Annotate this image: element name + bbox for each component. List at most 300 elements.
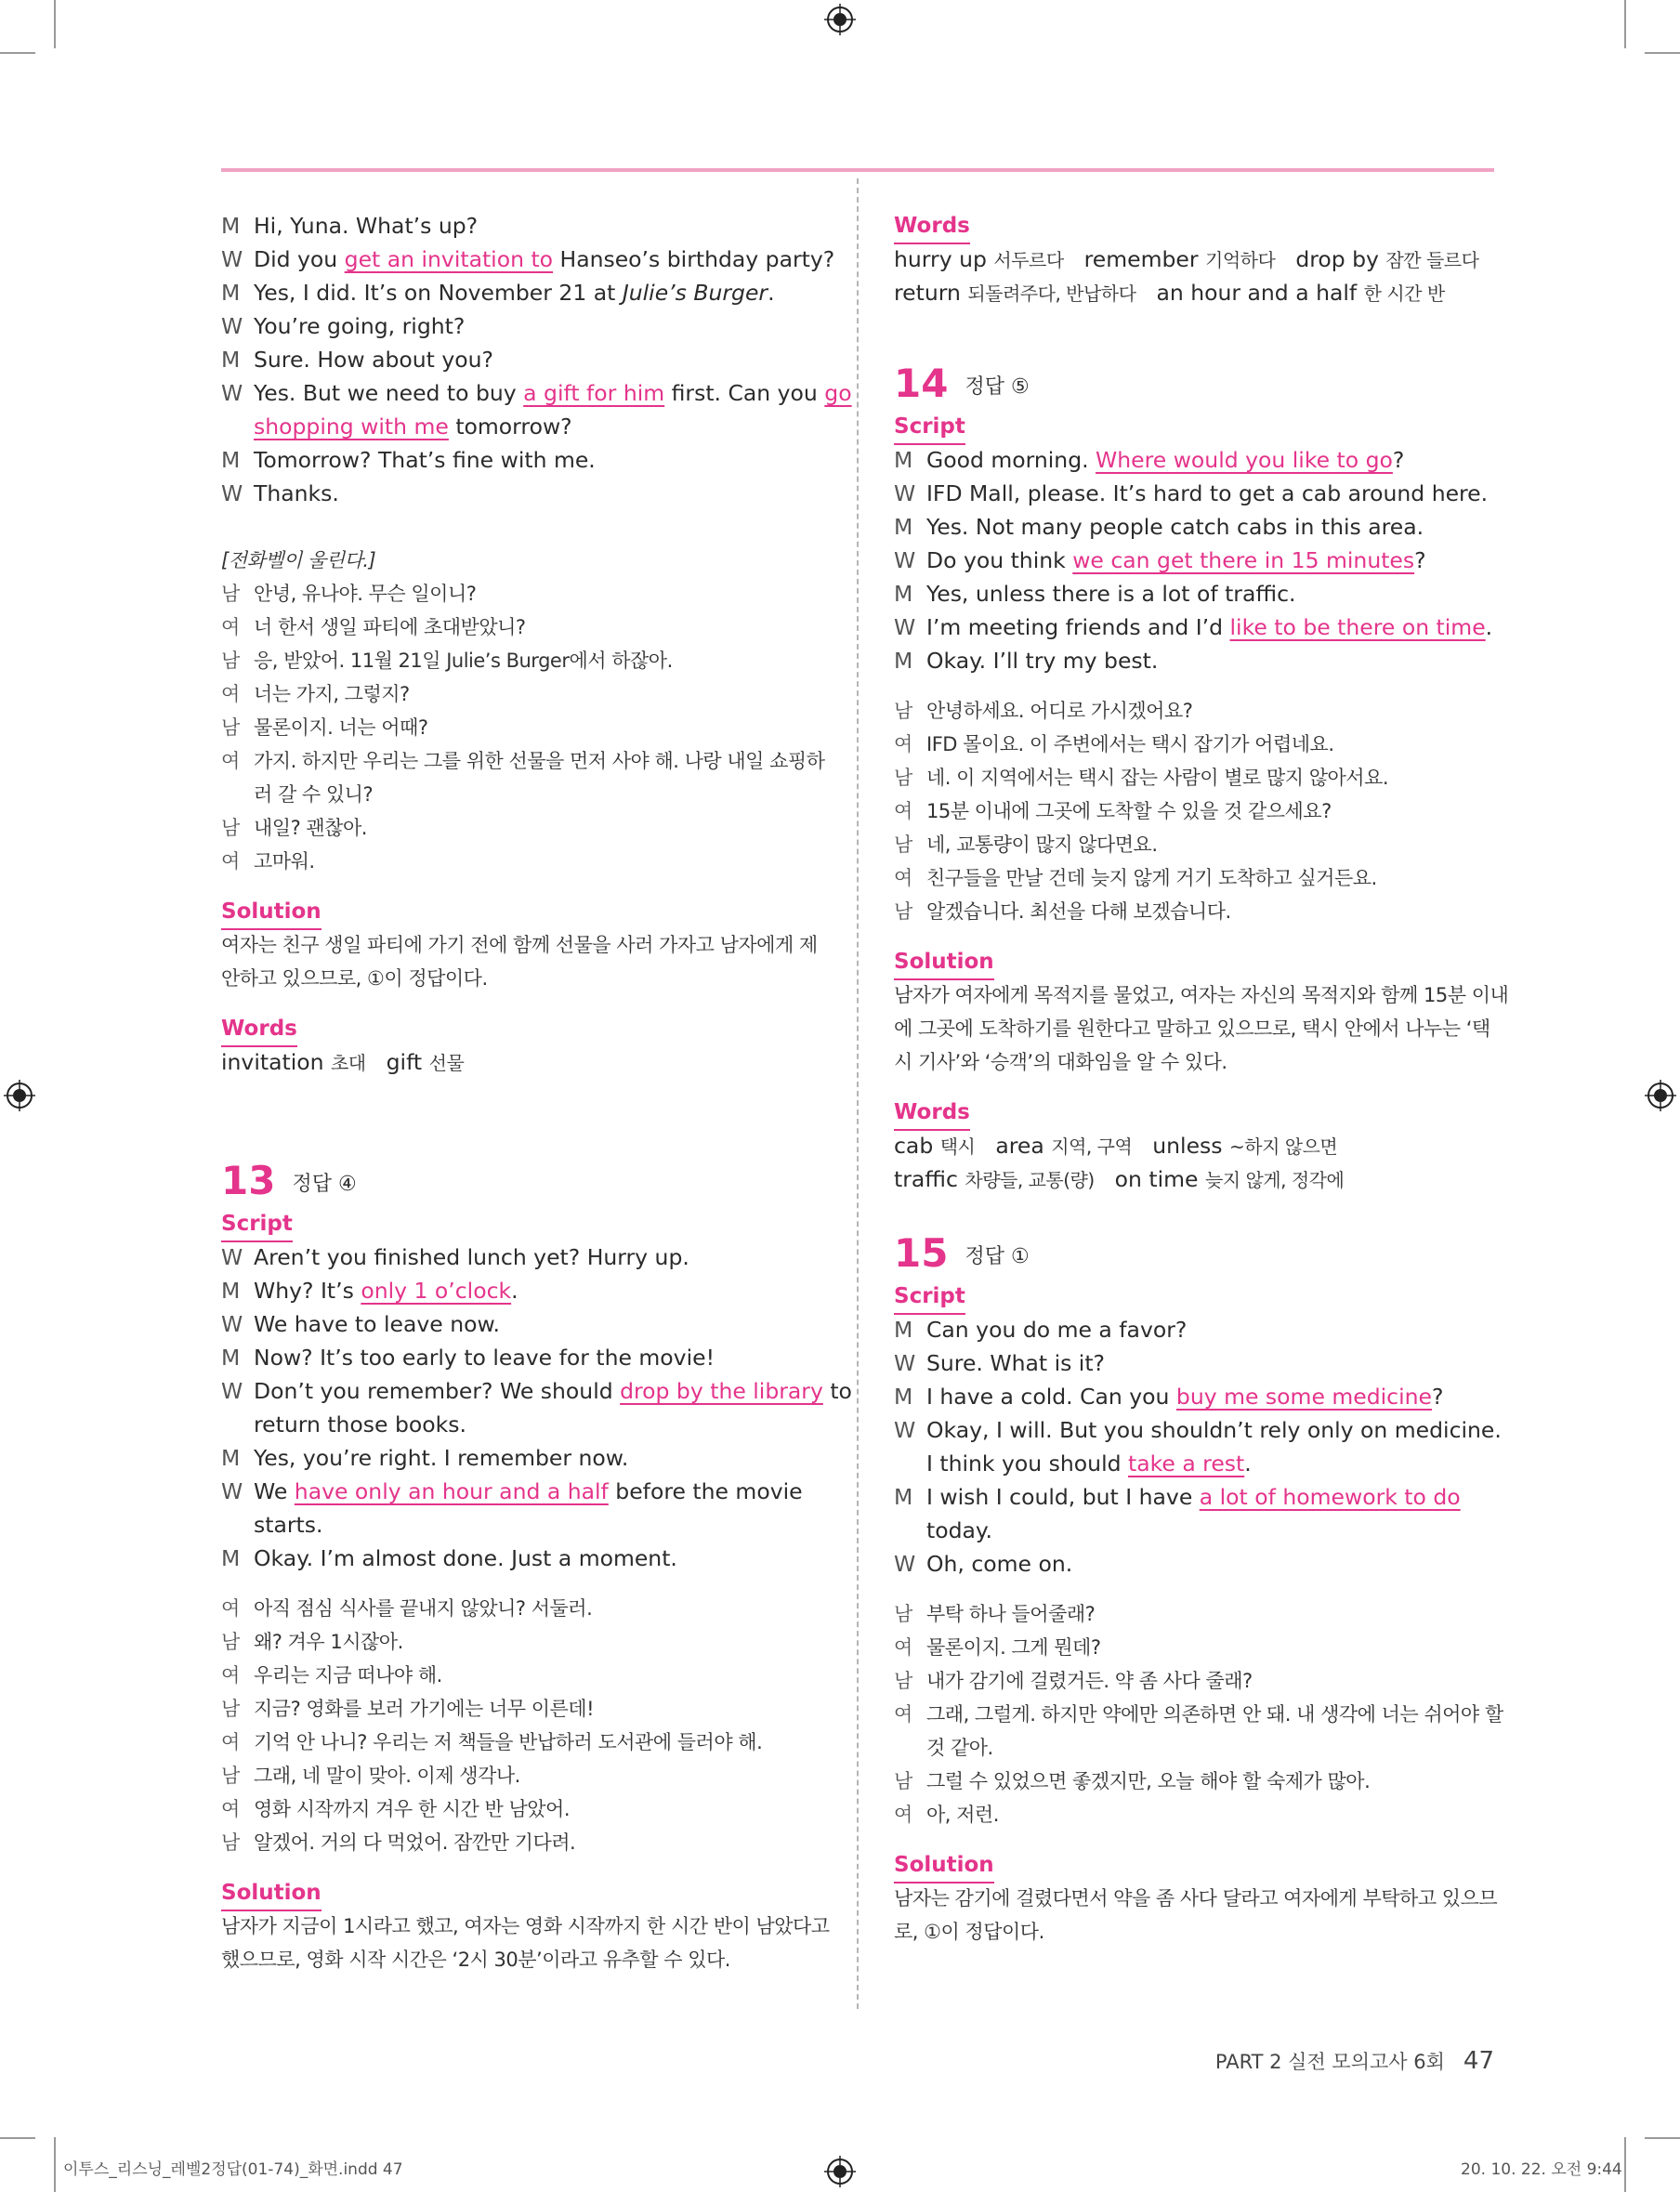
text-segment: Don’t you remember? We should xyxy=(254,1378,621,1404)
line-text: 물론이지. 그게 뭔데? xyxy=(926,1636,1101,1659)
vocab-line xyxy=(221,1045,823,1079)
speaker-label: 남 xyxy=(221,650,240,672)
speaker-label: M xyxy=(221,347,241,373)
text-segment: . xyxy=(1485,614,1493,640)
translation-line xyxy=(221,610,823,644)
line-text: 것 같아. xyxy=(926,1737,993,1759)
text-segment: Hanseo’s birthday party? xyxy=(553,246,835,272)
translation-line xyxy=(221,845,823,878)
translation-line xyxy=(221,1692,823,1726)
script-line xyxy=(221,276,823,309)
vocab-word: invitation xyxy=(221,1049,324,1075)
q14-words xyxy=(894,1129,1496,1196)
text-segment: We xyxy=(254,1478,295,1504)
translation-line xyxy=(894,728,1496,761)
question-14-header xyxy=(894,332,1496,410)
text-segment: Sure. How about you? xyxy=(254,347,494,373)
text-segment: tomorrow? xyxy=(448,413,572,440)
vocab-meaning: 기억하다 xyxy=(1205,249,1276,271)
line-text: 알겠습니다. 최선을 다해 보겠습니다. xyxy=(926,900,1231,923)
crop-mark xyxy=(1624,0,1626,48)
script-line xyxy=(894,1480,1496,1514)
text-segment: I have a cold. Can you xyxy=(926,1384,1176,1410)
line-text: 안녕, 유나야. 무슨 일이니? xyxy=(254,583,477,605)
highlighted-phrase: only 1 o’clock xyxy=(361,1278,512,1304)
line-text xyxy=(254,1274,823,1307)
text-segment: You’re going, right? xyxy=(254,313,466,339)
script-line xyxy=(221,410,823,443)
text-segment: Can you do me a favor? xyxy=(926,1317,1188,1343)
line-text: 알겠어. 거의 다 먹었어. 잠깐만 기다려. xyxy=(254,1831,576,1854)
speaker-label: M xyxy=(221,213,241,239)
speaker-label: M xyxy=(894,1317,913,1343)
vocab-line xyxy=(894,1129,1496,1162)
line-text xyxy=(926,577,1496,610)
speaker-label: 남 xyxy=(221,1765,240,1787)
vocab-word: gift xyxy=(386,1049,423,1075)
text-segment: ? xyxy=(1392,447,1405,473)
spacer xyxy=(221,878,823,895)
line-text xyxy=(926,1447,1496,1480)
script-line xyxy=(221,309,823,343)
line-text: IFD 몰이요. 이 주변에서는 택시 잡기가 어렵네요. xyxy=(926,733,1334,755)
speaker-label: 남 xyxy=(894,767,912,789)
line-text xyxy=(926,1313,1496,1346)
q14-solution xyxy=(894,978,1509,1079)
script-line xyxy=(894,443,1496,477)
line-text xyxy=(926,644,1496,677)
crop-mark xyxy=(54,0,56,48)
text-segment: Yes. Not many people catch cabs in this area. xyxy=(926,514,1424,540)
registration-mark-icon xyxy=(1645,1080,1676,1111)
script-line xyxy=(221,376,852,410)
translation-line xyxy=(221,1726,823,1759)
line-text xyxy=(926,1413,1502,1447)
line-text xyxy=(926,443,1496,477)
crop-mark xyxy=(0,2137,35,2139)
explanation-line: 에 그곳에 도착하기를 원한다고 말하고 있으므로, 택시 안에서 나누는 ‘택 xyxy=(894,1017,1490,1040)
text-segment: . xyxy=(1244,1450,1252,1477)
speaker-label: W xyxy=(894,547,916,573)
print-timestamp: 20. 10. 22. 오전 9:44 xyxy=(1461,2160,1622,2179)
q13-script xyxy=(221,1240,852,1575)
line-text xyxy=(254,343,823,376)
words-label: Words xyxy=(894,209,970,244)
text-segment: Now? It’s too early to leave for the movie! xyxy=(254,1345,715,1371)
explanation-line: 여자는 친구 생일 파티에 가기 전에 함께 선물을 사러 가자고 남자에게 제 xyxy=(221,934,818,956)
vocab-meaning: 한 시간 반 xyxy=(1363,282,1445,305)
text-segment: Okay, I will. But you shouldn’t rely only on medicine. xyxy=(926,1417,1502,1443)
translation-line xyxy=(894,828,1496,861)
speaker-label: 남 xyxy=(894,833,912,856)
text-segment: Hi, Yuna. What’s up? xyxy=(254,213,479,239)
text-segment: . xyxy=(511,1278,518,1304)
translation-line xyxy=(894,861,1496,895)
speaker-label: W xyxy=(221,1244,243,1270)
line-text xyxy=(254,209,823,243)
speaker-label: M xyxy=(894,1484,913,1510)
script-line xyxy=(221,1341,823,1374)
line-text xyxy=(926,1380,1496,1413)
highlighted-phrase: drop by the library xyxy=(620,1378,823,1404)
registration-mark-icon xyxy=(824,4,856,35)
speaker-label: 남 xyxy=(221,1831,240,1854)
script-label: Script xyxy=(221,1207,293,1242)
line-text xyxy=(254,1240,823,1274)
script-line xyxy=(894,610,1496,644)
speaker-label: 남 xyxy=(894,1670,912,1692)
vocab-meaning: 택시 xyxy=(939,1135,976,1158)
text-segment: Oh, come on. xyxy=(926,1551,1073,1577)
speaker-label: 여 xyxy=(894,867,912,889)
intro-translation xyxy=(221,577,823,878)
spacer xyxy=(894,1079,1496,1096)
line-text xyxy=(254,1307,823,1341)
text-segment: Good morning. xyxy=(926,447,1096,473)
speaker-label: 여 xyxy=(221,1664,240,1687)
spacer xyxy=(221,1575,823,1592)
line-text: 물론이지. 너는 어때? xyxy=(254,716,428,739)
line-text: 네. 이 지역에서는 택시 잡는 사람이 별로 많지 않아서요. xyxy=(926,767,1389,789)
script-line xyxy=(221,1542,823,1575)
line-text xyxy=(254,1475,823,1508)
speaker-label: 여 xyxy=(894,1703,912,1726)
script-line xyxy=(221,1274,823,1307)
line-text xyxy=(926,1480,1496,1514)
explanation-line: 남자가 지금이 1시라고 했고, 여자는 영화 시작까지 한 시간 반이 남았다고 xyxy=(221,1915,830,1937)
speaker-label: 여 xyxy=(221,750,240,772)
speaker-label: 여 xyxy=(221,683,240,705)
text-segment: Aren’t you finished lunch yet? Hurry up. xyxy=(254,1244,689,1270)
translation-line xyxy=(221,1759,823,1792)
vocab-meaning: 초대 xyxy=(330,1052,366,1074)
script-line xyxy=(221,443,823,477)
script-line xyxy=(221,1475,823,1508)
line-text xyxy=(254,477,823,510)
speaker-label: M xyxy=(221,280,241,306)
speaker-label: 여 xyxy=(221,1798,240,1820)
text-segment: We have to leave now. xyxy=(254,1311,501,1337)
line-text xyxy=(254,243,834,276)
vocab-meaning: ~하지 않으면 xyxy=(1229,1135,1338,1158)
translation-line xyxy=(894,794,1496,828)
intro-words xyxy=(221,1045,823,1079)
script-line xyxy=(894,477,1496,510)
translation-line xyxy=(221,1792,823,1826)
line-text xyxy=(926,544,1496,577)
translation-line xyxy=(221,778,823,811)
script-line xyxy=(221,1441,823,1475)
speaker-label: M xyxy=(894,447,913,473)
text-segment: ? xyxy=(1431,1384,1444,1410)
vocab-line xyxy=(894,276,1496,309)
line-text xyxy=(254,1508,823,1542)
speaker-label: W xyxy=(221,246,243,272)
text-segment: Do you think xyxy=(926,547,1073,573)
vocab-word: cab xyxy=(894,1133,934,1159)
script-line xyxy=(221,1374,852,1408)
speaker-label xyxy=(894,1731,926,1765)
script-line xyxy=(221,209,823,243)
speaker-label: W xyxy=(894,1551,916,1577)
script-line xyxy=(221,477,823,510)
vocab-word: remember xyxy=(1083,246,1199,272)
speaker-label: 남 xyxy=(221,1631,240,1653)
line-text: 기억 안 나니? 우리는 저 책들을 반납하러 도서관에 들러야 해. xyxy=(254,1731,763,1753)
speaker-label: 여 xyxy=(894,1636,912,1659)
line-text: 그래, 네 말이 맞아. 이제 생각나. xyxy=(254,1765,520,1787)
speaker-label: 남 xyxy=(894,1603,912,1625)
text-segment: Yes, I did. It’s on November 21 at xyxy=(254,280,623,306)
right-column xyxy=(894,209,1509,1949)
speaker-label: 남 xyxy=(894,1770,912,1792)
line-text xyxy=(254,376,852,410)
line-text: 내일? 괜찮아. xyxy=(254,817,367,839)
speaker-label: W xyxy=(894,1350,916,1376)
spacer xyxy=(894,1581,1496,1597)
line-text xyxy=(254,410,823,443)
registration-mark-icon xyxy=(824,2156,856,2187)
speaker-label: W xyxy=(221,380,243,406)
text-segment: ? xyxy=(1414,547,1426,573)
script-line xyxy=(894,1514,1496,1547)
intro-script xyxy=(221,209,852,510)
q15-script xyxy=(894,1313,1502,1581)
script-line xyxy=(894,1547,1496,1581)
translation-line xyxy=(894,1731,1496,1765)
crop-mark xyxy=(1645,2137,1680,2139)
spacer xyxy=(894,928,1496,945)
vocab-meaning: 되돌려주다, 반납하다 xyxy=(967,282,1136,305)
speaker-label: 여 xyxy=(221,616,240,638)
script-line xyxy=(221,1508,823,1542)
highlighted-phrase: buy me some medicine xyxy=(1175,1384,1432,1410)
q13-words xyxy=(894,243,1496,309)
translation-line xyxy=(221,644,823,677)
text-segment: Okay. I’ll try my best. xyxy=(926,648,1159,674)
explanation-line: 안하고 있으므로, ①이 정답이다. xyxy=(221,967,488,990)
line-text: 가지. 하지만 우리는 그를 위한 선물을 먼저 사야 해. 나랑 내일 쇼핑하 xyxy=(254,750,825,772)
vocab-word: on time xyxy=(1114,1166,1199,1192)
speaker-label: 여 xyxy=(221,1731,240,1753)
speaker-label: W xyxy=(221,1378,243,1404)
question-13-header xyxy=(221,1129,823,1207)
vocab-word: return xyxy=(894,280,961,306)
line-text: 내가 감기에 걸렸거든. 약 좀 사다 줄래? xyxy=(926,1670,1253,1692)
script-line xyxy=(894,1413,1502,1447)
line-text: 그래, 그럴게. 하지만 약에만 의존하면 안 돼. 내 생각에 너는 쉬어야 할 xyxy=(926,1703,1503,1726)
text-segment: Yes, you’re right. I remember now. xyxy=(254,1445,629,1471)
highlighted-phrase: have only an hour and a half xyxy=(294,1478,609,1504)
text-segment: Yes. But we need to buy xyxy=(254,380,524,406)
translation-line xyxy=(221,1826,823,1859)
vocab-meaning: 차량들, 교통(량) xyxy=(965,1169,1095,1191)
script-line xyxy=(894,1313,1496,1346)
speaker-label: M xyxy=(221,1345,241,1371)
vocab-meaning: 지역, 구역 xyxy=(1051,1135,1133,1158)
script-line xyxy=(221,243,835,276)
question-number: 15 xyxy=(894,1230,949,1276)
line-text xyxy=(254,1408,823,1441)
text-segment: IFD Mall, please. It’s hard to get a cab around here. xyxy=(926,480,1489,506)
solution-label: Solution xyxy=(221,1876,322,1911)
line-text: 왜? 겨우 1시잖아. xyxy=(254,1631,403,1653)
q14-translation xyxy=(894,694,1496,928)
script-line xyxy=(894,1380,1496,1413)
text-segment: Julie’s Burger xyxy=(622,280,768,306)
speaker-label: 여 xyxy=(894,800,912,822)
translation-line xyxy=(894,1765,1496,1798)
highlighted-phrase: a lot of homework to do xyxy=(1199,1484,1461,1510)
speaker-label: M xyxy=(221,1545,241,1571)
speaker-label: 여 xyxy=(894,1804,912,1826)
line-text: 지금? 영화를 보러 가기에는 너무 이른데! xyxy=(254,1698,595,1720)
text-segment: Yes, unless there is a lot of traffic. xyxy=(926,581,1296,607)
line-text: 아, 저런. xyxy=(926,1804,999,1826)
line-text: 응, 받았어. 11월 21일 Julie’s Burger에서 하잖아. xyxy=(254,650,673,672)
registration-mark-icon xyxy=(4,1080,35,1111)
line-text xyxy=(926,1346,1496,1380)
highlighted-phrase: shopping with me xyxy=(254,413,449,440)
crop-mark xyxy=(0,52,35,54)
speaker-label: 남 xyxy=(221,716,240,739)
line-text xyxy=(926,610,1496,644)
text-segment: Sure. What is it? xyxy=(926,1350,1106,1376)
speaker-label: 여 xyxy=(221,1597,240,1620)
line-text xyxy=(254,276,823,309)
line-text xyxy=(926,1514,1496,1547)
text-segment: Did you xyxy=(254,246,345,272)
speaker-label: M xyxy=(221,1445,241,1471)
crop-mark xyxy=(1624,2137,1626,2192)
explanation-line: 남자는 감기에 걸렸다면서 약을 좀 사다 달라고 여자에게 부탁하고 있으므 xyxy=(894,1887,1498,1910)
line-text xyxy=(254,309,823,343)
text-segment: to xyxy=(822,1378,852,1404)
translation-line xyxy=(221,577,823,610)
spacer xyxy=(894,677,1496,694)
speaker-label: M xyxy=(894,1384,913,1410)
script-line xyxy=(221,343,823,376)
speaker-label xyxy=(894,1514,926,1547)
script-line xyxy=(894,1346,1496,1380)
spacer xyxy=(221,995,823,1012)
line-text xyxy=(926,510,1496,544)
script-label: Script xyxy=(894,1280,965,1315)
line-text: 아직 점심 식사를 끝내지 않았니? 서둘러. xyxy=(254,1597,593,1620)
highlighted-phrase: go xyxy=(824,380,852,406)
line-text xyxy=(926,477,1496,510)
page-number: 47 xyxy=(1463,2047,1494,2075)
translation-line xyxy=(221,811,823,845)
script-line xyxy=(221,1307,823,1341)
line-text: 너는 가지, 그렇지? xyxy=(254,683,410,705)
line-text: 고마워. xyxy=(254,850,315,873)
words-label: Words xyxy=(221,1012,297,1047)
vocab-word: an hour and a half xyxy=(1156,280,1358,306)
line-text: 친구들을 만날 건데 늦지 않게 거기 도착하고 싶거든요. xyxy=(926,867,1377,889)
speaker-label: M xyxy=(221,447,241,473)
line-text xyxy=(926,1547,1496,1581)
line-text: 부탁 하나 들어줄래? xyxy=(926,1603,1096,1625)
file-slug: 이투스_리스닝_레벨2정답(01-74)_화면.indd 47 xyxy=(63,2160,403,2179)
text-segment: return those books. xyxy=(254,1411,466,1437)
solution-label: Solution xyxy=(221,895,322,930)
text-segment: today. xyxy=(926,1517,992,1543)
script-line xyxy=(894,577,1496,610)
translation-line xyxy=(221,1592,823,1625)
explanation-line: 시 기사’와 ‘승객’의 대화임을 알 수 있다. xyxy=(894,1051,1227,1073)
translation-line xyxy=(894,895,1496,928)
translation-line xyxy=(221,711,823,744)
speaker-label: 여 xyxy=(894,733,912,755)
header-rule xyxy=(221,168,1494,172)
script-line xyxy=(221,1408,823,1441)
translation-line xyxy=(894,1631,1496,1664)
speaker-label: W xyxy=(894,614,916,640)
translation-line xyxy=(894,1698,1503,1731)
vocab-meaning: 서두르다 xyxy=(993,249,1064,271)
speaker-label: W xyxy=(221,1478,243,1504)
highlighted-phrase: we can get there in 15 minutes xyxy=(1072,547,1415,573)
running-footer xyxy=(1215,2044,1494,2079)
q15-solution xyxy=(894,1882,1496,1949)
vocab-word: area xyxy=(995,1133,1044,1159)
speaker-label: M xyxy=(894,648,913,674)
text-segment: starts. xyxy=(254,1512,323,1538)
speaker-label xyxy=(221,1508,254,1542)
text-segment: before the movie xyxy=(608,1478,803,1504)
vocab-meaning: 선물 xyxy=(428,1052,465,1074)
line-text: 15분 이내에 그곳에 도착할 수 있을 것 같으세요? xyxy=(926,800,1332,822)
text-segment: Thanks. xyxy=(254,480,339,506)
line-text: 너 한서 생일 파티에 초대받았니? xyxy=(254,616,526,638)
text-segment: first. Can you xyxy=(664,380,825,406)
speaker-label: W xyxy=(221,1311,243,1337)
vocab-word: unless xyxy=(1152,1133,1223,1159)
speaker-label: M xyxy=(221,1278,241,1304)
crop-mark xyxy=(1645,52,1680,54)
line-text xyxy=(254,1542,823,1575)
speaker-label: 남 xyxy=(221,583,240,605)
speaker-label: 남 xyxy=(894,900,912,923)
speaker-label: W xyxy=(221,480,243,506)
line-text: 영화 시작까지 겨우 한 시간 반 남았어. xyxy=(254,1798,571,1820)
solution-label: Solution xyxy=(894,945,994,980)
crop-mark xyxy=(54,2137,56,2192)
q13-solution xyxy=(221,1910,830,1976)
script-label: Script xyxy=(894,410,965,445)
speaker-label: W xyxy=(894,480,916,506)
script-line xyxy=(894,1447,1496,1480)
speaker-label: 남 xyxy=(221,1698,240,1720)
text-segment: Tomorrow? That’s fine with me. xyxy=(254,447,596,473)
words-label: Words xyxy=(894,1096,970,1131)
highlighted-phrase: Where would you like to go xyxy=(1096,447,1393,473)
text-segment: Okay. I’m almost done. Just a moment. xyxy=(254,1545,677,1571)
script-line xyxy=(894,544,1496,577)
script-line xyxy=(221,1240,823,1274)
spacer xyxy=(221,1859,823,1876)
translation-line xyxy=(221,1659,823,1692)
line-text: 네, 교통량이 많지 않다면요. xyxy=(926,833,1158,856)
part-title: PART 2 실전 모의고사 6회 xyxy=(1214,2051,1445,2073)
speaker-label: 남 xyxy=(894,700,912,722)
answer-text: 정답 ⑤ xyxy=(965,375,1030,399)
q14-script xyxy=(894,443,1496,677)
translation-line xyxy=(894,1597,1496,1631)
text-segment: I think you should xyxy=(926,1450,1128,1477)
translation-line xyxy=(894,1664,1496,1698)
